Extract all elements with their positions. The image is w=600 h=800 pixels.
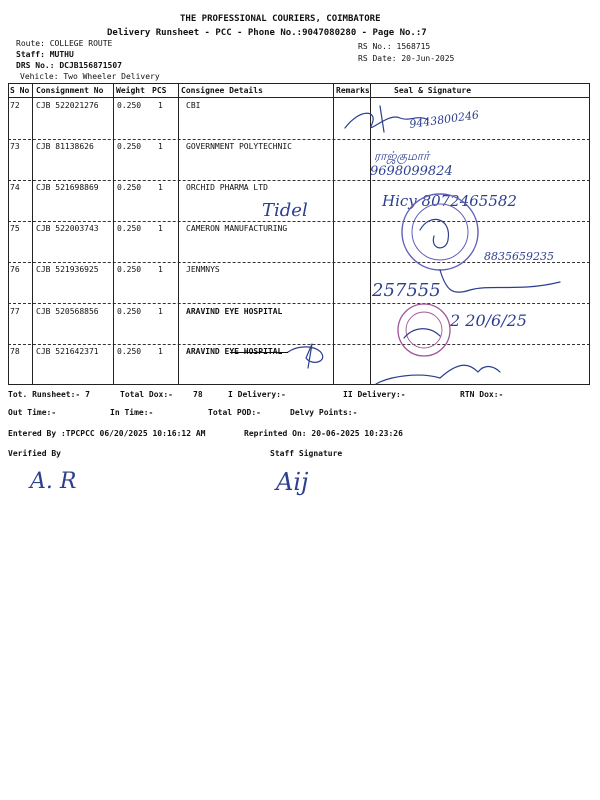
header-seal-signature: Seal & Signature <box>394 86 472 95</box>
document-subtitle: Delivery Runsheet - PCC - Phone No.:9047080280 - Page No.:7 <box>107 28 427 38</box>
phone-handwritten-2: 9698099824 <box>370 164 453 179</box>
row-sno: 74 <box>10 183 20 192</box>
total-runsheet: Tot. Runsheet:- 7 <box>8 390 90 399</box>
row-consignment-no: CJB 521936925 <box>36 265 99 274</box>
row-pcs: 1 <box>158 142 163 151</box>
row-consignment-no: CJB 522003743 <box>36 224 99 233</box>
staff-signature: Aij <box>276 468 309 496</box>
row-consignee: ORCHID PHARMA LTD <box>186 183 268 192</box>
date-handwritten-6: 2 20/6/25 <box>450 311 527 330</box>
rtn-dox: RTN Dox:- <box>460 390 504 399</box>
ii-delivery: II Delivery:- <box>343 390 406 399</box>
tidel-handwritten: Tidel <box>262 200 308 221</box>
row-consignee: ARAVIND EYE HOSPITAL <box>186 307 283 316</box>
staff-label: Staff: MUTHU <box>16 50 74 59</box>
row-weight: 0.250 <box>117 265 142 274</box>
verified-by-label: Verified By <box>8 449 61 458</box>
total-dox-label: Total Dox:- <box>120 390 173 399</box>
row-consignment-no: CJB 522021276 <box>36 101 99 110</box>
row-weight: 0.250 <box>117 101 142 110</box>
phone-handwritten-4: 8835659235 <box>484 250 554 263</box>
header-consignment-no: Consignment No <box>36 86 104 95</box>
row-pcs: 1 <box>158 101 163 110</box>
row-weight: 0.250 <box>117 142 142 151</box>
out-time: Out Time:- <box>8 408 57 417</box>
row-sno: 72 <box>10 101 20 110</box>
header-remarks: Remarks <box>336 86 370 95</box>
row-weight: 0.250 <box>117 183 142 192</box>
row-pcs: 1 <box>158 265 163 274</box>
header-consignee: Consignee Details <box>181 86 263 95</box>
row-sno: 73 <box>10 142 20 151</box>
name-handwritten-2: ராஜ்குமார் <box>374 149 430 163</box>
delivery-points: Delvy Points:- <box>290 408 358 417</box>
document-title: THE PROFESSIONAL COURIERS, COIMBATORE <box>180 14 381 24</box>
i-delivery: I Delivery:- <box>228 390 286 399</box>
header-weight: Weight <box>116 86 145 95</box>
row-consignee: ARAVIND EYE HOSPITAL <box>186 347 283 356</box>
row-pcs: 1 <box>158 224 163 233</box>
row-consignment-no: CJB 520568856 <box>36 307 99 316</box>
drs-number: DRS No.: DCJB156871507 <box>16 61 122 70</box>
row-sno: 78 <box>10 347 20 356</box>
row-consignee: CAMERON MANUFACTURING <box>186 224 288 233</box>
row-consignee: JENMNYS <box>186 265 220 274</box>
total-dox-value: 78 <box>193 390 203 399</box>
rs-number: RS No.: 1568715 <box>358 42 431 51</box>
total-pod: Total POD:- <box>208 408 261 417</box>
route-label: Route: COLLEGE ROUTE <box>16 39 113 48</box>
vehicle-label: Vehicle: Two Wheeler Delivery <box>20 72 160 81</box>
row-consignment-no: CJB 521642371 <box>36 347 99 356</box>
row-consignee: GOVERNMENT POLYTECHNIC <box>186 142 292 151</box>
phone-handwritten-3: Hicy 8072465582 <box>382 192 517 210</box>
entered-by: Entered By :TPCPCC 06/20/2025 10:16:12 AM <box>8 429 206 438</box>
phone-handwritten-1: 9443800246 <box>408 108 480 131</box>
row-sno: 75 <box>10 224 20 233</box>
row-sno: 76 <box>10 265 20 274</box>
row-consignment-no: CJB 81138626 <box>36 142 94 151</box>
row-pcs: 1 <box>158 183 163 192</box>
row-weight: 0.250 <box>117 347 142 356</box>
verified-signature: A. R <box>30 469 77 494</box>
row-consignment-no: CJB 521698869 <box>36 183 99 192</box>
rs-date: RS Date: 20-Jun-2025 <box>358 54 455 63</box>
staff-signature-label: Staff Signature <box>270 449 343 458</box>
header-sno: S No <box>10 86 30 95</box>
row-consignee: CBI <box>186 101 201 110</box>
row-weight: 0.250 <box>117 224 142 233</box>
row-pcs: 1 <box>158 307 163 316</box>
header-pcs: PCS <box>152 86 167 95</box>
row-sno: 77 <box>10 307 20 316</box>
code-handwritten-5: 257555 <box>372 280 441 301</box>
in-time: In Time:- <box>110 408 154 417</box>
row-pcs: 1 <box>158 347 163 356</box>
row-weight: 0.250 <box>117 307 142 316</box>
reprinted-on: Reprinted On: 20-06-2025 10:23:26 <box>244 429 403 438</box>
